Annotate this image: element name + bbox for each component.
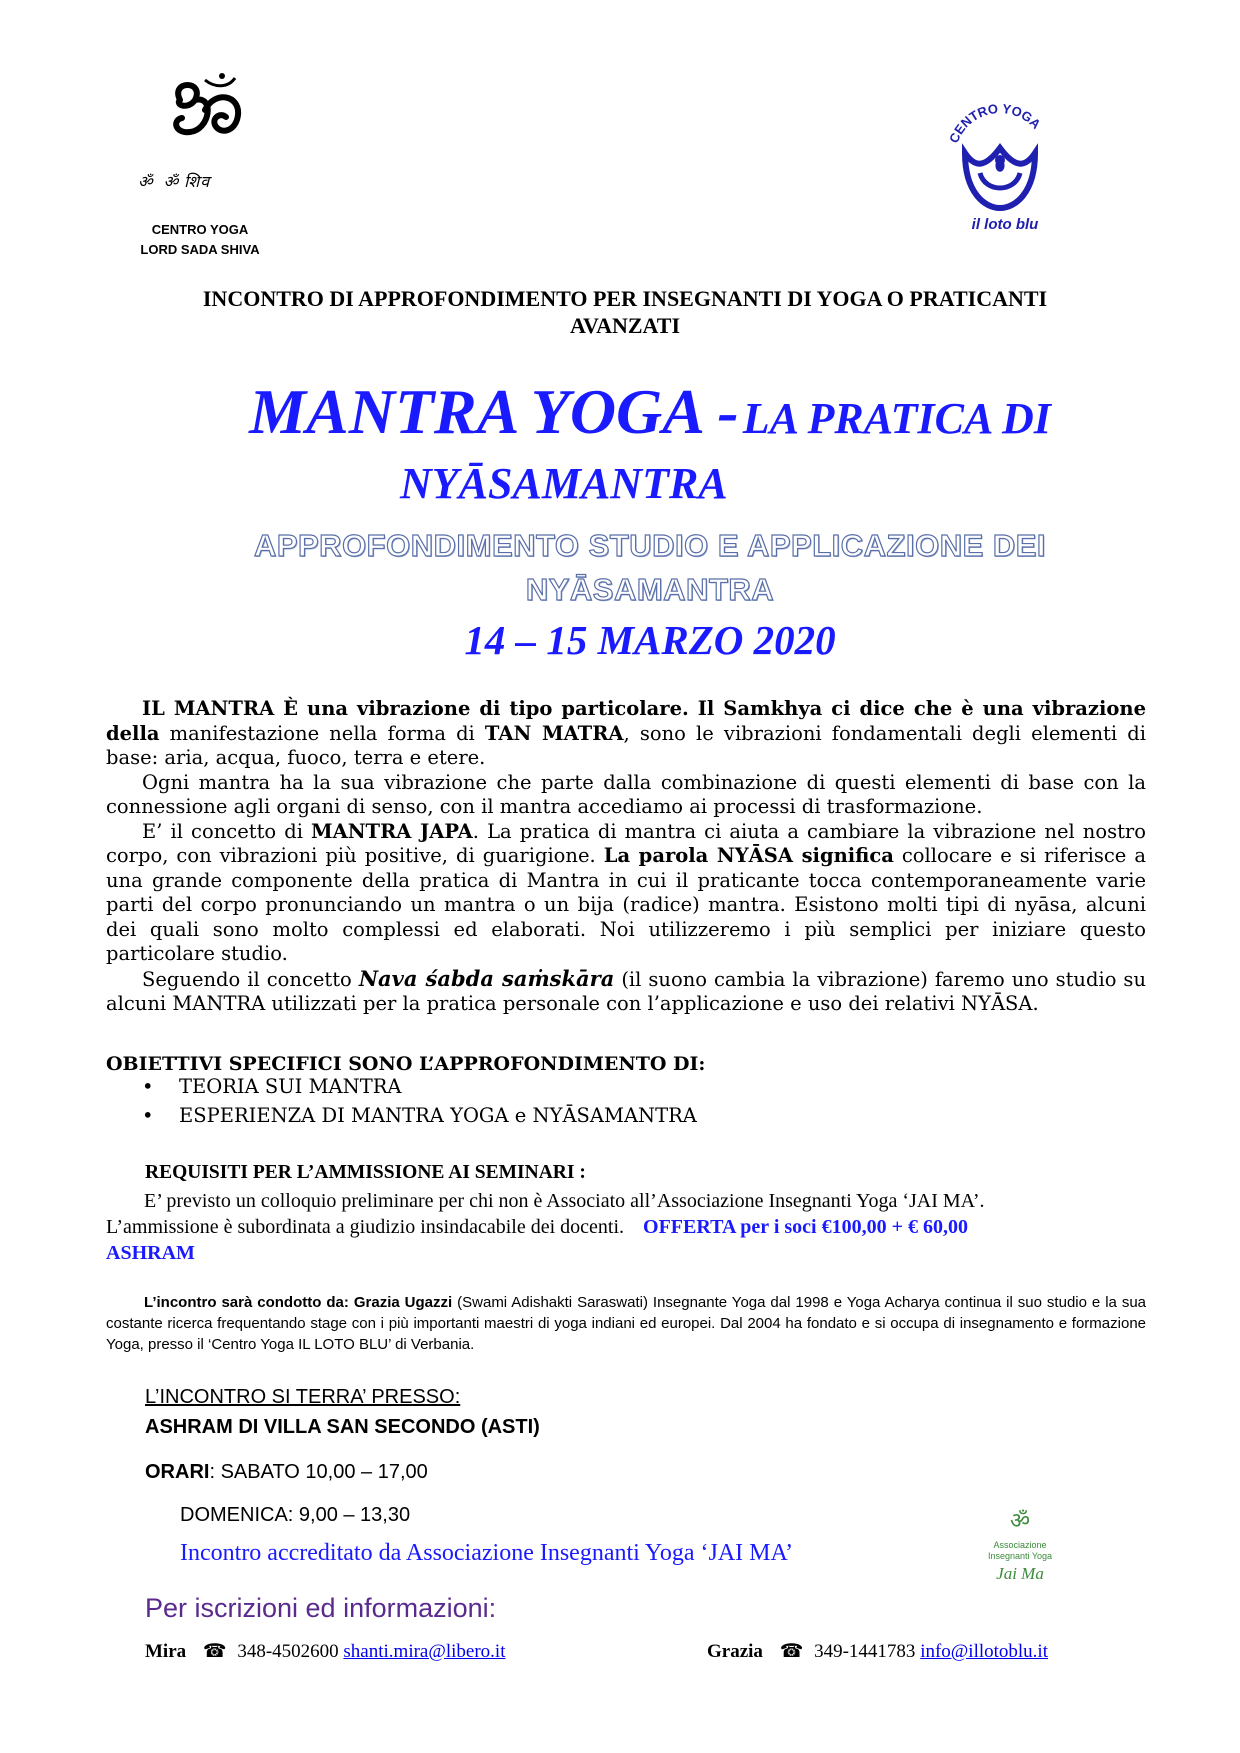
accreditation: Incontro accreditato da Associazione Insegnanti Yoga ‘JAI MA’ — [180, 1540, 794, 1566]
intro-p3-a: E’ il concetto di — [142, 819, 303, 843]
logo-right-top: CENTRO YOGA — [946, 100, 1044, 146]
intro-p3-d: Esistono molti tipi di nyāsa, alcuni dei quali sono molto complessi ed elaborati. Noi utilizzeremo i più semplici per iniziare questo particolare studio. — [106, 893, 1146, 965]
contact-email-link[interactable]: info@illotoblu.it — [920, 1641, 1048, 1662]
small-logo-line2: Insegnanti Yoga — [987, 1551, 1053, 1561]
location-place: ASHRAM DI VILLA SAN SECONDO (ASTI) — [145, 1416, 540, 1438]
conductor-bio: (Swami Adishakti Saraswati) Insegnante Yoga dal 1998 e Yoga Acharya continua il suo studio e la sua costante ricerca frequentando stage con i più importanti maestri di yoga indiani ed europei. Dal 2004 ha fondato e si occupa di insegnamento e formazione Yoga, presso il ‘Centro Yoga IL LOTO BLU’ di Verbania. — [106, 1294, 1147, 1353]
intro-p4-a: Seguendo il concetto — [142, 967, 352, 991]
intro-p3 — [106, 820, 1146, 967]
objectives-heading: OBIETTIVI SPECIFICI SONO L’APPROFONDIMENTO DI: — [106, 1053, 706, 1075]
intro-p2: Ogni mantra ha la sua vibrazione che parte dalla combinazione di questi elementi di base con la connessione agli organi di senso, con il mantra accediamo ai processi di trasformazione. — [106, 770, 1146, 818]
objectives-list — [142, 1072, 697, 1130]
contact-phone[interactable]: 348-4502600 — [237, 1641, 339, 1662]
contact-grazia — [707, 1640, 1048, 1663]
saturday-hours: : SABATO 10,00 – 17,00 — [209, 1461, 428, 1483]
location-label: L’INCONTRO SI TERRA’ PRESSO: — [145, 1386, 461, 1408]
contact-mira — [145, 1640, 505, 1663]
contact-name: Mira — [145, 1641, 187, 1662]
info-heading: Per iscrizioni ed informazioni: — [145, 1593, 497, 1623]
il-loto-blu-logo — [935, 98, 1065, 238]
conductor-lead: L’incontro sarà condotto da: — [144, 1294, 349, 1311]
small-logo-line3: Jai Ma — [996, 1564, 1044, 1583]
schedule-sunday: DOMENICA: 9,00 – 13,30 — [180, 1504, 411, 1526]
logo-right-bottom: il loto blu — [971, 216, 1039, 233]
requirements-heading: REQUISITI PER L’AMMISSIONE AI SEMINARI : — [145, 1162, 586, 1183]
intro-p4 — [106, 967, 1146, 1017]
contact-name: Grazia — [707, 1641, 763, 1662]
contact-email-link[interactable]: shanti.mira@libero.it — [343, 1641, 506, 1662]
signature-scribble: ॐ ॐ शिव — [138, 174, 211, 191]
title-part1: MANTRA YOGA - — [249, 376, 739, 447]
small-om-icon: ॐ — [1009, 1509, 1031, 1534]
intro-p1-b: , sono le vibrazioni fondamentali degli elementi di base: aria, acqua, fuoco, terra e etere. — [106, 721, 1146, 769]
om-icon — [160, 70, 250, 160]
event-dates: 14 – 15 MARZO 2020 — [464, 617, 836, 663]
title-part3: NYĀSAMANTRA — [400, 459, 728, 508]
intro-p1 — [106, 697, 1146, 771]
event-heading-line2: AVANZATI — [569, 313, 681, 338]
phone-icon: ☎ — [202, 1640, 227, 1662]
requirements-line1: E’ previsto un colloquio preliminare per chi non è Associato all’Associazione Insegnanti Yoga ‘JAI MA’. — [144, 1190, 985, 1212]
conductor-name: Grazia Ugazzi — [353, 1294, 453, 1311]
offer-price: OFFERTA per i soci €100,00 + € 60,00 — [643, 1216, 968, 1238]
orari-label: ORARI — [145, 1461, 210, 1483]
intro-p4-b: (il suono cambia la vibrazione) faremo uno studio su alcuni MANTRA utilizzati per la pratica personale con l’applicazione e uso dei relativi NYĀSA. — [106, 967, 1147, 1015]
conductor-info — [106, 1292, 1146, 1355]
intro-p1-bold: IL MANTRA È una vibrazione di tipo particolare. Il Samkhya ci dice che è una vibrazione della — [106, 697, 1146, 745]
list-item: • ESPERIENZA DI MANTRA YOGA e NYĀSAMANTRA — [142, 1101, 697, 1130]
intro-p1-a: manifestazione nella forma di — [169, 721, 475, 745]
intro-text — [106, 697, 1146, 1017]
small-logo-line1: Associazione — [993, 1540, 1047, 1550]
tan-matra: TAN MATRA — [484, 721, 624, 745]
lord-sada-shiva-logo — [130, 70, 270, 260]
page-title — [150, 375, 1150, 449]
jai-ma-logo — [985, 1510, 1055, 1605]
intro-p3-b: . La pratica di mantra ci aiuta a cambiare la vibrazione nel nostro corpo, con vibrazioni più positive, di guarigione. — [106, 819, 1146, 867]
event-heading-line1: INCONTRO DI APPROFONDIMENTO PER INSEGNANTI DI YOGA O PRATICANTI — [202, 286, 1048, 311]
nyasa-definition: La parola NYĀSA significa — [603, 844, 894, 867]
subtitle-line1: APPROFONDIMENTO STUDIO E APPLICAZIONE DEI — [253, 528, 1047, 563]
requirements-admission: L’ammissione è subordinata a giudizio insindacabile dei docenti. — [106, 1216, 625, 1238]
subtitle-line2: NYĀSAMANTRA — [525, 572, 775, 607]
schedule-saturday — [145, 1460, 428, 1484]
requirements-text — [106, 1188, 1166, 1266]
list-item: • TEORIA SUI MANTRA — [142, 1072, 697, 1101]
contact-phone[interactable]: 349-1441783 — [814, 1641, 916, 1662]
event-heading — [100, 285, 1150, 339]
offer-ashram: ASHRAM — [106, 1242, 195, 1264]
title-part2: LA PRATICA DI — [742, 394, 1051, 443]
nava-sabda-samskara: Nava śabda saṁskāra — [358, 965, 615, 991]
requirements-line2 — [106, 1214, 1166, 1240]
phone-icon: ☎ — [779, 1640, 804, 1662]
svg-text:CENTRO YOGA — [946, 101, 1044, 145]
logo-left-line1: CENTRO YOGA — [151, 222, 249, 237]
intro-p3-c: collocare e si riferisce a una grande componente della pratica di Mantra in cui il praticante tocca contemporaneamente varie parti del corpo pronunciando un mantra o un bija (radice) mantra. — [106, 844, 1146, 916]
logo-left-line2: LORD SADA SHIVA — [140, 242, 260, 257]
mantra-japa: MANTRA JAPA — [311, 819, 473, 843]
